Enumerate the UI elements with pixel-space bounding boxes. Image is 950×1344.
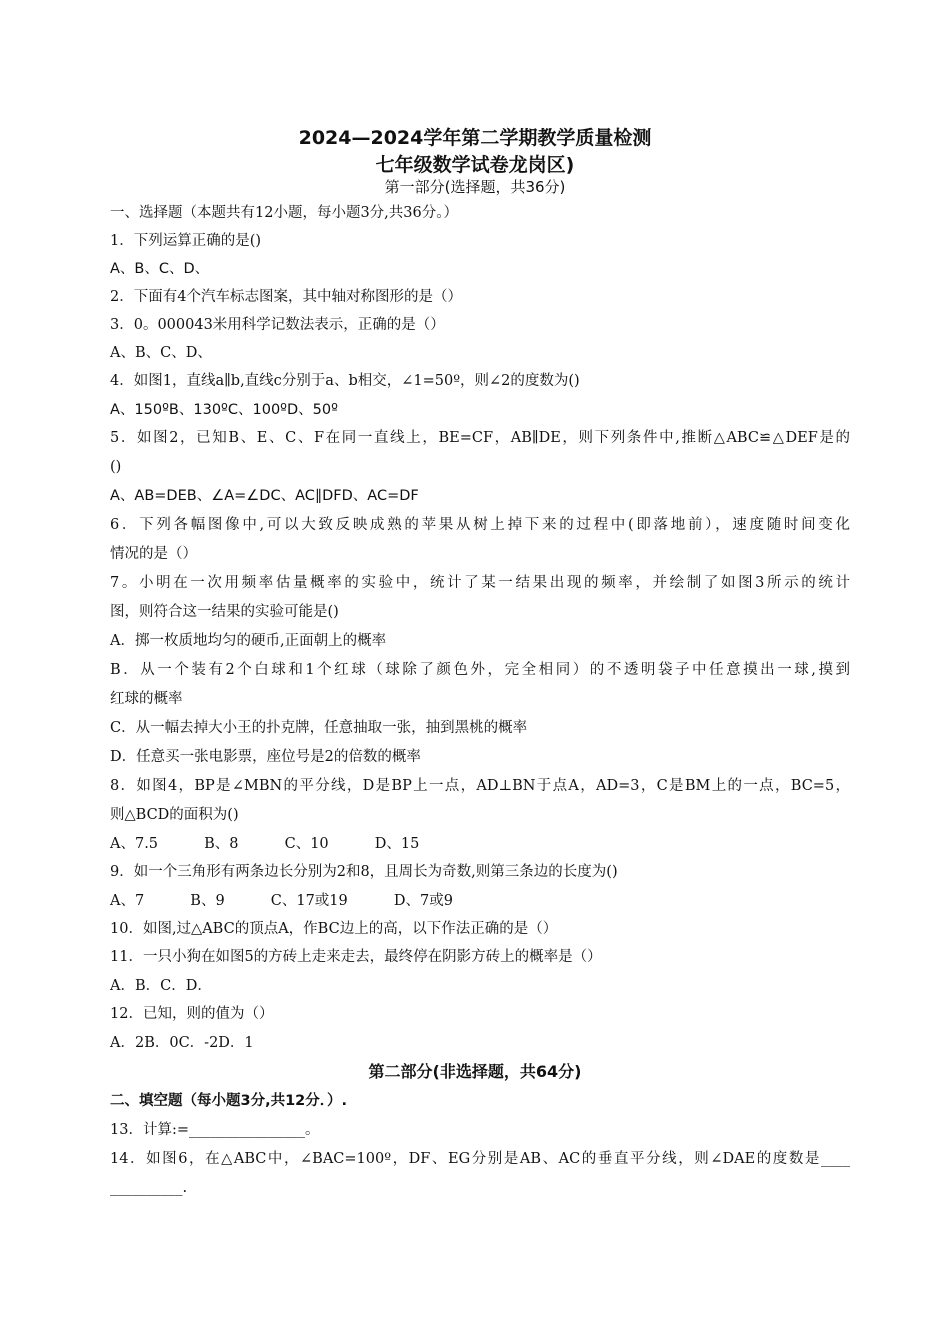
q7-text-cont: 图，则符合这一结果的实验可能是(): [110, 604, 339, 620]
q6-text-cont: 情况的是（）: [110, 546, 197, 562]
section1-heading: 一、选择题（本题共有12小题，每小题3分,共36分。）: [110, 205, 458, 221]
q4-text: 4．如图1，直线a∥b,直线c分别于a、b相交，∠1=50º，则∠2的度数为(): [110, 373, 580, 389]
q7-option-a: A．掷一枚质地均匀的硬币,正面朝上的概率: [110, 633, 387, 649]
exam-subtitle: 七年级数学试卷龙岗区): [375, 154, 575, 176]
q3-options: A、B、C、D、: [110, 345, 212, 361]
q7-option-b: B．从一个装有2个白球和1个红球（球除了颜色外，完全相同）的不透明袋子中任意摸出一球,摸到: [110, 662, 850, 678]
q12-options: A．2B．0C．-2D．1: [110, 1035, 254, 1051]
q8-text-cont: 则△BCD的面积为(): [110, 807, 239, 823]
q8-text: 8．如图4，BP是∠MBN的平分线，D是BP上一点，AD⊥BN于点A，AD=3，C是BM上的一点，BC=5，: [110, 778, 850, 794]
q3-text: 3．0。000043米用科学记数法表示，正确的是（）: [110, 317, 445, 333]
part1-heading: 第一部分(选择题，共36分): [384, 178, 566, 196]
q1-text: 1．下列运算正确的是(): [110, 233, 262, 249]
q8-options: A、7.5 B、8 C、10 D、15: [110, 836, 420, 852]
q7-text: 7。小明在一次用频率估量概率的实验中，统计了某一结果出现的频率，并绘制了如图3所示的统计: [110, 575, 850, 591]
exam-title: 2024—2024学年第二学期教学质量检测: [298, 127, 652, 149]
q7-option-d: D．任意买一张电影票，座位号是2的倍数的概率: [110, 749, 421, 765]
q5-text: 5．如图2，已知B、E、C、F在同一直线上，BE=CF，AB∥DE，则下列条件中,推断△ABC≌△DEF是的: [110, 430, 850, 446]
q12-text: 12．已知，则的值为（）: [110, 1006, 274, 1022]
section2-heading: 二、填空题（每小题3分,共12分．）.: [110, 1093, 348, 1109]
q7-option-b-cont: 红球的概率: [110, 691, 183, 707]
q10-text: 10．如图,过△ABC的顶点A，作BC边上的高，以下作法正确的是（）: [110, 921, 558, 937]
q9-text: 9．如一个三角形有两条边长分别为2和8，且周长为奇数,则第三条边的长度为(): [110, 864, 618, 880]
q9-options: A、7 B、9 C、17或19 D、7或9: [110, 893, 453, 909]
q6-text: 6．下列各幅图像中,可以大致反映成熟的苹果从树上掉下来的过程中(即落地前），速度随时间变化: [110, 517, 850, 533]
q13-text: 13．计算:=________________。: [110, 1122, 320, 1138]
q2-text: 2．下面有4个汽车标志图案，其中轴对称图形的是（）: [110, 289, 462, 305]
part2-heading: 第二部分(非选择题，共64分): [368, 1062, 582, 1081]
q7-option-c: C．从一幅去掉大小王的扑克牌，任意抽取一张，抽到黑桃的概率: [110, 720, 528, 736]
q5-options: A、AB=DEB、∠A=∠DC、AC∥DFD、AC=DF: [110, 488, 419, 504]
q5-text-cont: (): [110, 459, 122, 475]
q14-text-cont: __________.: [110, 1180, 188, 1196]
q4-options: A、150ºB、130ºC、100ºD、50º: [110, 402, 338, 418]
q14-text: 14．如图6，在△ABC中，∠BAC=100º，DF、EG分别是AB、AC的垂直平分线，则∠DAE的度数是____: [110, 1151, 850, 1167]
q1-options: A、B、C、D、: [110, 261, 210, 277]
q11-options: A．B．C．D．: [110, 978, 212, 994]
q11-text: 11．一只小狗在如图5的方砖上走来走去，最终停在阴影方砖上的概率是（）: [110, 949, 602, 965]
